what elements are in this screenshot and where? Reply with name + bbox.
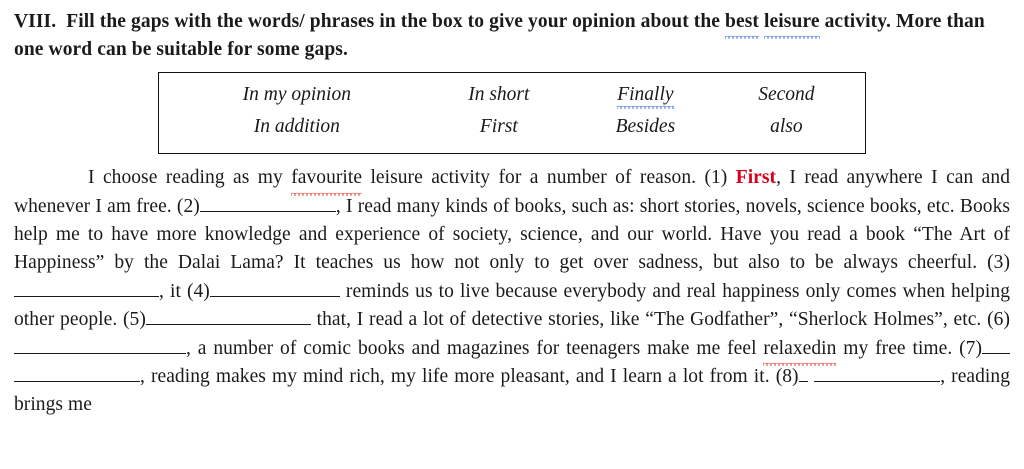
gap-4[interactable] (210, 296, 340, 297)
passage-text-1c: , I read anywhere I can and whenever I am free. (2) (14, 167, 1010, 217)
passage-underlined-favourite: favourite (291, 164, 362, 192)
word-box-table (169, 80, 855, 144)
gap-7[interactable] (14, 381, 140, 382)
word-box (158, 72, 866, 154)
gap-8-start[interactable] (799, 381, 808, 382)
passage-text-4: reminds us to live because everybody and real happiness only comes when helping other people. (5) (14, 280, 1010, 331)
instruction-text-part3: activity. More than one word can be suitable for some gaps. (14, 11, 985, 60)
instruction-underlined-leisure: leisure (764, 8, 820, 36)
gap-3[interactable] (14, 296, 159, 297)
word-box-row (169, 112, 855, 144)
word-option-in-short[interactable]: In short (468, 84, 530, 106)
gap-2[interactable] (200, 211, 336, 212)
gap-6[interactable] (14, 353, 186, 354)
word-option-besides[interactable]: Besides (615, 116, 676, 138)
answer-1: First (735, 167, 777, 189)
exercise-number: VIII. (14, 11, 57, 32)
word-option-also[interactable]: also (770, 116, 803, 138)
gap-7-start[interactable] (982, 353, 1010, 354)
word-box-wrapper (14, 72, 1010, 154)
passage-text-1b: leisure activity for a number of reason. (1) (362, 167, 736, 189)
passage-underlined-relaxedin: relaxedin (763, 335, 836, 363)
word-option-in-addition[interactable]: In addition (253, 116, 340, 138)
word-box-row (169, 80, 855, 112)
passage-text-1a: I choose reading as my (88, 167, 292, 189)
passage-text-6: , a number of comic books and magazines for teenagers make me feel (186, 337, 764, 359)
passage-text-3: , it (4) (159, 280, 210, 302)
passage-text-5: that, I read a lot of detective stories, like “The Godfather”, “Sherlock Holmes”, etc. (6) (310, 309, 1010, 331)
gap-5[interactable] (146, 324, 311, 325)
gap-8[interactable] (814, 381, 940, 382)
passage-text-7: , reading makes my mind rich, my life more pleasant, and I learn a lot from it. (8) (140, 365, 799, 387)
word-option-finally-label: Finally (617, 84, 674, 106)
word-option-second[interactable]: Second (758, 84, 815, 106)
instruction-text-part1: Fill the gaps with the words/ phrases in the box to give your opinion about the (66, 11, 726, 32)
passage-text-8: , reading brings me (14, 365, 1010, 416)
passage-paragraph (14, 164, 1010, 419)
word-option-first[interactable]: First (479, 116, 518, 138)
word-option-in-my-opinion[interactable]: In my opinion (242, 84, 351, 106)
passage-text-2: , I read many kinds of books, such as: short stories, novels, science books, etc. Books help me to have more knowledge and experience of society, science, and our world. Have you read a book “The Art of Happiness” by the Dalai Lama? It teaches us how not only to get over sadness, but also to be always cheerful. (3) (14, 195, 1011, 274)
exercise-heading (14, 8, 1010, 63)
word-option-finally[interactable] (573, 80, 718, 112)
instruction-underlined-best: best (725, 8, 759, 36)
passage-text-6b: my free time. (7) (836, 337, 982, 359)
